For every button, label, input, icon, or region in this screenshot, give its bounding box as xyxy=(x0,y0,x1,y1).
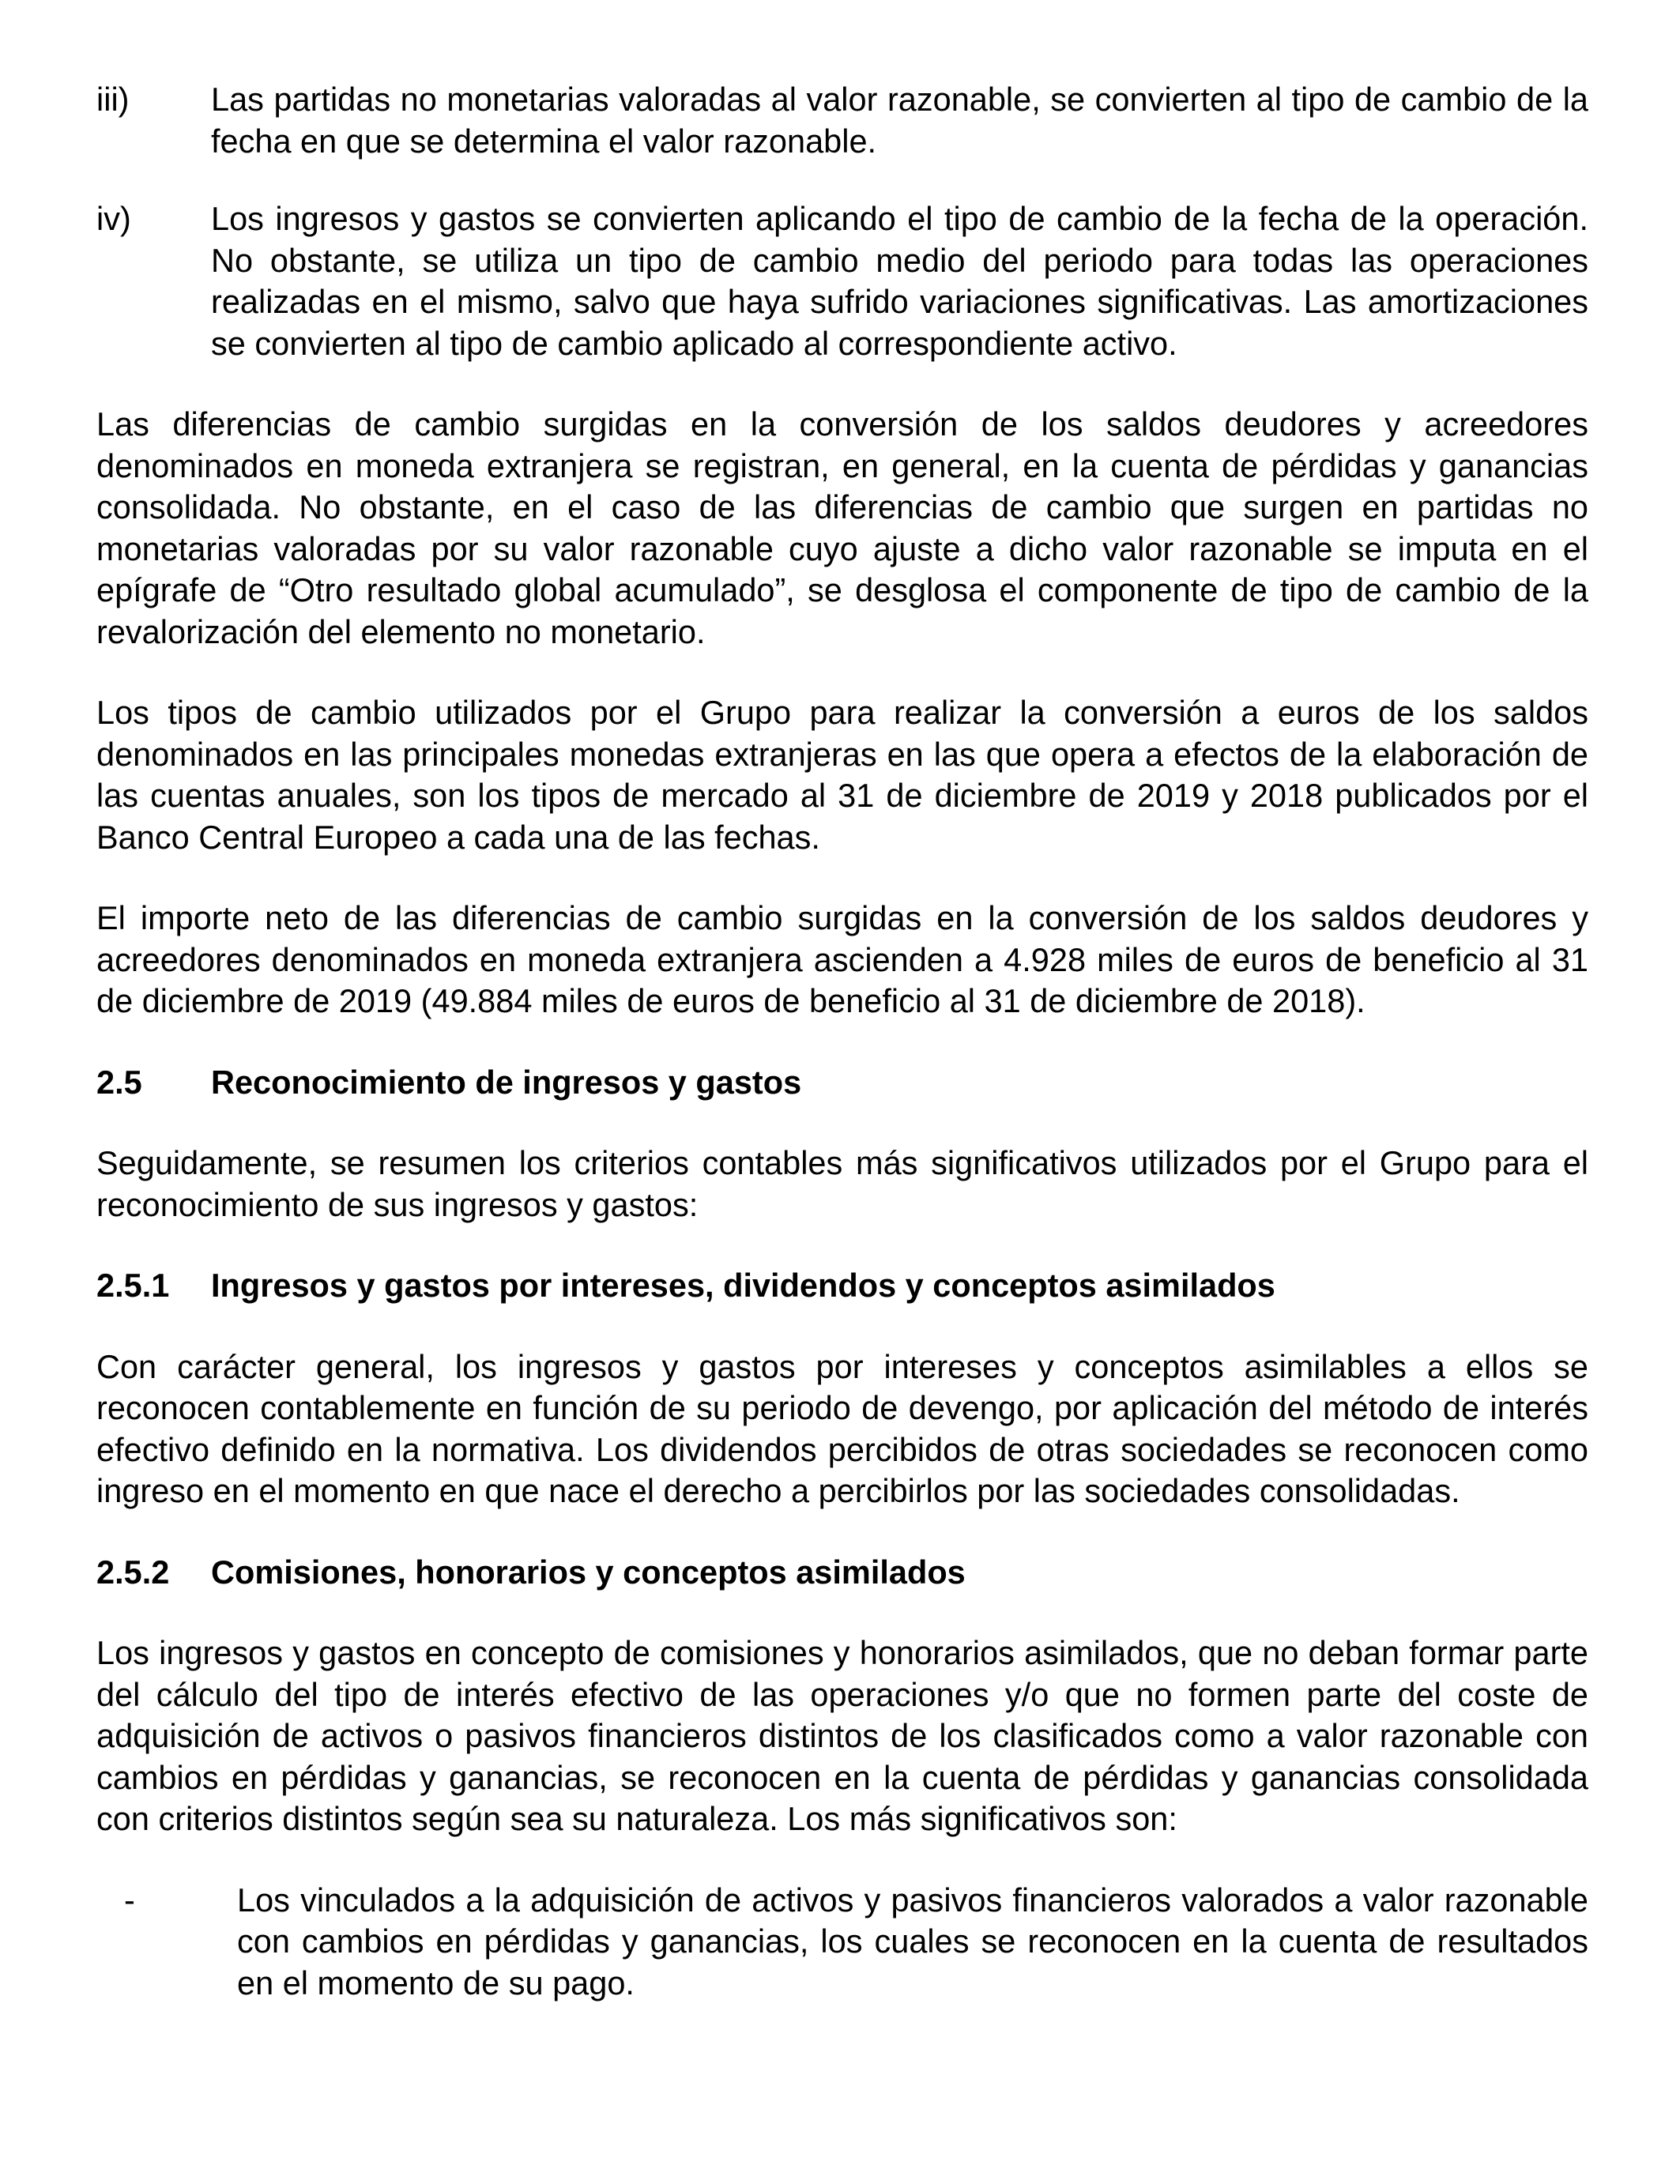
list-item-text: Los ingresos y gastos se convierten aplicando el tipo de cambio de la fecha de la operación. No obstante, se utiliza un tipo de cambio medio del periodo para todas las operaciones realizadas en el mismo, salvo que haya sufrido variaciones significativas. Las amortizaciones se convierten al tipo de cambio aplicado al correspondiente activo. xyxy=(211,200,1588,362)
bullet-item xyxy=(96,1880,1588,2005)
section-number: 2.5.2 xyxy=(96,1553,170,1591)
section-heading-2-5-1 xyxy=(96,1265,1588,1307)
section-title: Ingresos y gastos por intereses, dividendos y conceptos asimilados xyxy=(211,1267,1275,1304)
section-number: 2.5 xyxy=(96,1063,142,1101)
paragraph-interest-income: Con carácter general, los ingresos y gastos por intereses y conceptos asimilables a ellos se reconocen contablemente en función de su periodo de devengo, por aplicación del método de interés efectivo definido en la normativa. Los dividendos percibidos de otras sociedades se reconocen como ingreso en el momento en que nace el derecho a percibirlos por las sociedades consolidadas. xyxy=(96,1347,1588,1509)
list-item-iii xyxy=(96,79,1588,162)
list-item-number: iii) xyxy=(96,81,130,118)
document-page xyxy=(96,79,1588,2004)
section-title: Comisiones, honorarios y conceptos asimilados xyxy=(211,1553,966,1591)
paragraph-commissions: Los ingresos y gastos en concepto de comisiones y honorarios asimilados, que no deban formar parte del cálculo del tipo de interés efectivo de las operaciones y/o que no formen parte del coste de adquisición de activos o pasivos financieros distintos de los clasificados como a valor razonable con cambios en pérdidas y ganancias, se reconocen en la cuenta de pérdidas y ganancias consolidada con criterios distintos según sea su naturaleza. Los más significativos son: xyxy=(96,1634,1588,1837)
paragraph-exchange-differences: Las diferencias de cambio surgidas en la conversión de los saldos deudores y acreedores denominados en moneda extranjera se registran, en general, en la cuenta de pérdidas y ganancias consolidada. No obstante, en el caso de las diferencias de cambio que surgen en partidas no monetarias valoradas por su valor razonable cuyo ajuste a dicho valor razonable se imputa en el epígrafe de “Otro resultado global acumulado”, se desglosa el componente de tipo de cambio de la revalorización del elemento no monetario. xyxy=(96,405,1588,650)
section-heading-2-5 xyxy=(96,1062,1588,1104)
bullet-text: Los vinculados a la adquisición de activos y pasivos financieros valorados a valor razonable con cambios en pérdidas y ganancias, los cuales se reconocen en la cuenta de resultados en el momento de su pago. xyxy=(237,1881,1588,2001)
section-heading-2-5-2 xyxy=(96,1552,1588,1594)
list-item-text: Las partidas no monetarias valoradas al valor razonable, se convierten al tipo de cambio de la fecha en que se determina el valor razonable. xyxy=(211,81,1588,160)
bullet-dash: - xyxy=(124,1881,135,1919)
paragraph-section-intro: Seguidamente, se resumen los criterios contables más significativos utilizados por el Grupo para el reconocimiento de sus ingresos y gastos: xyxy=(96,1144,1588,1223)
paragraph-exchange-rates: Los tipos de cambio utilizados por el Grupo para realizar la conversión a euros de los saldos denominados en las principales monedas extranjeras en las que opera a efectos de la elaboración de las cuentas anuales, son los tipos de mercado al 31 de diciembre de 2019 y 2018 publicados por el Banco Central Europeo a cada una de las fechas. xyxy=(96,694,1588,856)
section-number: 2.5.1 xyxy=(96,1267,170,1304)
list-item-number: iv) xyxy=(96,200,131,237)
paragraph-net-amount: El importe neto de las diferencias de cambio surgidas en la conversión de los saldos deudores y acreedores denominados en moneda extranjera ascienden a 4.928 miles de euros de beneficio al 31 de diciembre de 2019 (49.884 miles de euros de beneficio al 31 de diciembre de 2018). xyxy=(96,899,1588,1019)
section-title: Reconocimiento de ingresos y gastos xyxy=(211,1063,802,1101)
list-item-iv xyxy=(96,198,1588,364)
